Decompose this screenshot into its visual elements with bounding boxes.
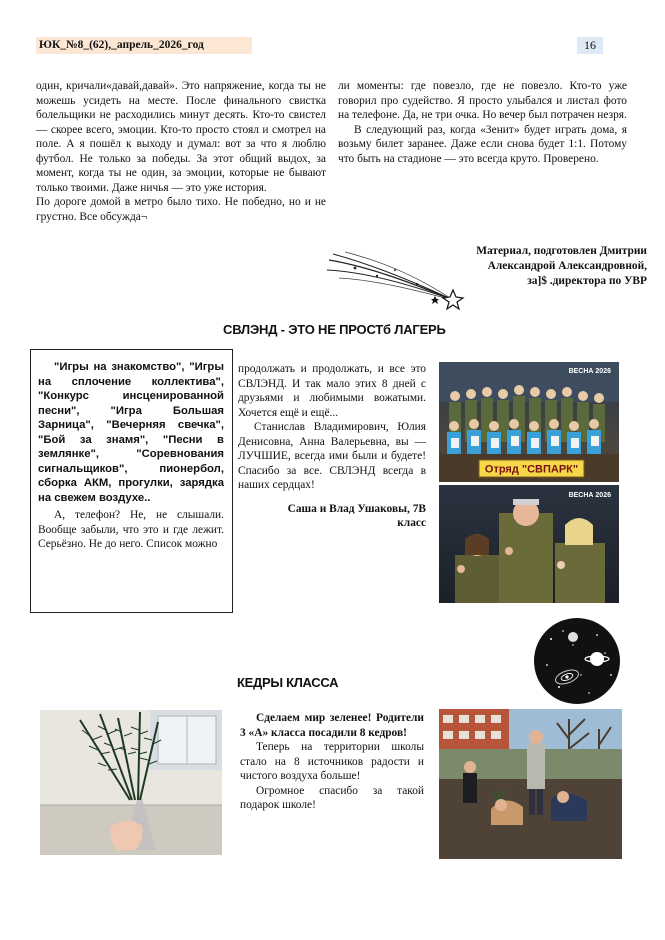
credit-line-1: Материал, подготовлен Дмитрии — [476, 245, 647, 257]
cedar-planting-photo — [439, 709, 622, 859]
article-credit — [405, 244, 647, 289]
cedar-branches-photo — [40, 710, 222, 855]
issue-label: ЮК_№8_(62),_апрель_2026_год — [36, 37, 252, 54]
camp-photo2-badge: ВЕСНА 2026 — [568, 492, 611, 499]
top-col2-p2: В следующий раз, когда «Зенит» будет играть дома, я возьму билет заранее. Даже если снова будет 1:1. Потому что быть на стадионе — это всегда круто. Проверено. — [338, 123, 627, 165]
top-col1-p1: один, кричали«давай,давай». Это напряжение, когда ты не можешь усидеть на месте. После финального свистка болельщики не расходились минут десять. Кто-то свистел — скорее всего, эмоции. Кто-то просто стоял и смотрел на поле. А я пошёл к выходу и думал: вот за что я люблю футбол. Не только за победы. За этот общий выдох, за момент, когда ты не один, за эмоции, которые не бывают только твоими. Даже ничья — это уже история. — [36, 80, 326, 194]
cedar-lead: Сделаем мир зеленее! Родители 3 «А» класса посадили 8 кедров! — [240, 712, 424, 739]
top-article-col2 — [338, 79, 627, 166]
planet-galaxy-icon — [533, 617, 621, 705]
camp-squad-caption: Отряд "СВПАРК" — [484, 463, 579, 476]
top-col2-p1: ли моменты: где повезло, где не повезло. Кто-то уже говорил про судейство. Я просто улыбался и листал фото на телефоне. Да, не три очка. Но вечер был потрачен незря. — [338, 80, 627, 121]
cedar-heading: КЕДРЫ КЛАССА — [237, 675, 339, 690]
cedar-text — [240, 711, 424, 813]
camp-leaders-photo — [439, 485, 619, 603]
camp-col2-p2: Станислав Владимирович, Юлия Денисовна, Анна Валерьевна, вы — ЛУЧШИЕ, всегда ими были и будете! Спасибо за все. СВЛЭНД всегда в наших сердцах! — [238, 421, 426, 491]
camp-author: Саша и Влад Ушаковы, 7В класс — [287, 502, 426, 529]
camp-col2-p1: продолжать и продолжать, и все это СВЛЭНД. И так мало этих 8 дней с друзьями и любимыми вожатыми. Хочется ещё и ещё... — [238, 363, 426, 419]
camp-activity-list: "Игры на знакомство", "Игры на сплочение коллектива", "Конкурс инсценированной песни", "Игра Большая Зарница", "Вечерняя свечка", "Бой за знамя", "Песни в землянке", "Соревнования сигнальщиков", пионербол, сборка АКМ, прогулки, зарядка на свежем воздухе.. — [38, 361, 224, 504]
camp-col1 — [38, 360, 224, 552]
top-col1-p2: По дороге домой в метро было тихо. Не победно, но и не грустно. Все обсужда¬ — [36, 196, 326, 223]
camp-col1-text: А, телефон? Не, не слышали. Вообще забыли, что это и где лежит. Серьёзно. Не до него. Список можно — [38, 509, 224, 550]
camp-heading: СВЛЭНД - ЭТО НЕ ПРОСТб ЛАГЕРЬ — [223, 322, 446, 337]
camp-group-photo — [439, 362, 619, 482]
credit-line-3: за]$ .директора по УВР — [527, 275, 647, 287]
page-number: 16 — [577, 37, 603, 54]
cedar-p2: Огромное спасибо за такой подарок школе! — [240, 784, 424, 811]
cedar-p1: Теперь на территории школы стало на 8 источников радости и чистого воздуха больше! — [240, 741, 424, 782]
camp-col2 — [238, 362, 426, 531]
top-article-col1 — [36, 79, 326, 224]
camp-photo1-badge: ВЕСНА 2026 — [568, 368, 611, 375]
credit-line-2: Александрой Александровной, — [487, 260, 647, 272]
